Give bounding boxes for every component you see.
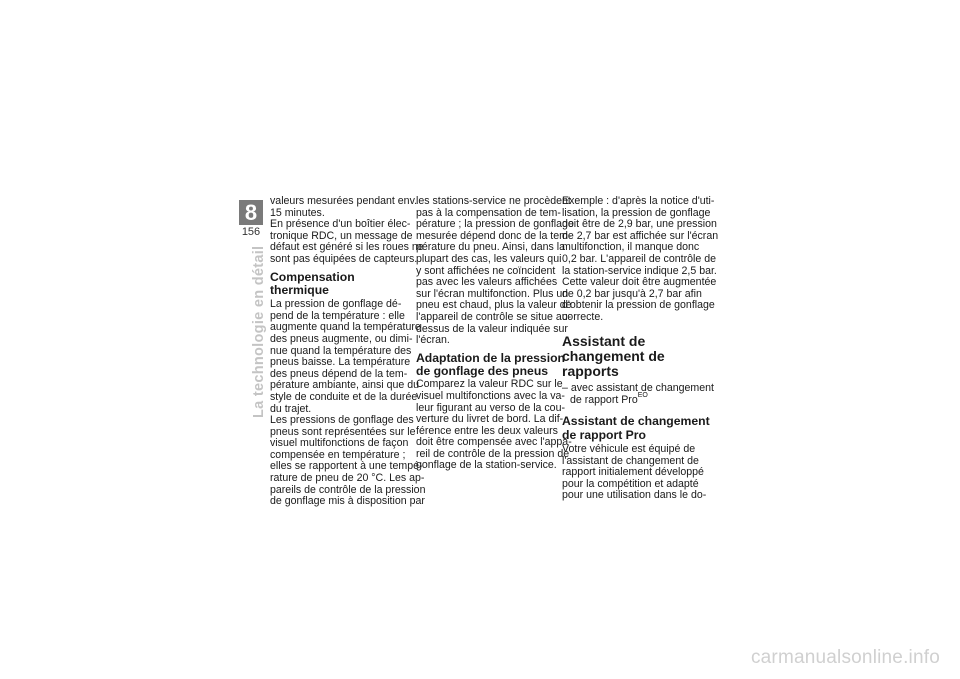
- chapter-number-badge: 8: [239, 200, 263, 225]
- text-line: l'écran.: [416, 334, 450, 347]
- paragraph: [562, 195, 719, 324]
- text-line: pérature ambiante, ainsi que du: [270, 379, 420, 392]
- text-line: de gonflage des pneus: [416, 364, 549, 379]
- text-line: sont pas équipées de capteurs.: [270, 252, 418, 265]
- text-line: l'appareil de contrôle se situe au-: [416, 310, 572, 323]
- bullet-text: de rapport Pro: [570, 393, 638, 406]
- text-line: lisation, la pression de gonflage: [562, 206, 711, 219]
- text-line: Assistant de: [562, 332, 646, 349]
- text-line: leur figurant au verso de la cou-: [416, 401, 565, 414]
- text-line: multifonction, il manque donc: [562, 241, 700, 254]
- text-line: pas avec les valeurs affichées: [416, 276, 558, 289]
- text-line: Adaptation de la pression: [416, 350, 565, 365]
- text-line: style de conduite et de la durée: [270, 390, 418, 403]
- text-line: les stations-service ne procèdent: [416, 195, 571, 207]
- paragraph: [562, 442, 707, 502]
- text-column-3: [562, 195, 719, 502]
- text-line: du trajet.: [270, 402, 312, 415]
- text-line: pas à la compensation de tem-: [416, 206, 561, 219]
- text-line: la station-service indique 2,5 bar.: [562, 264, 717, 277]
- bullet-item: [562, 382, 714, 406]
- section-heading: [562, 334, 699, 380]
- text-line: d'obtenir la pression de gonflage: [562, 299, 715, 312]
- text-line: Assistant de changement: [562, 414, 710, 429]
- text-line: des pneus augmente, ou dimi-: [270, 332, 413, 345]
- text-line: y sont affichées ne coïncident: [416, 264, 556, 277]
- text-line: pérature du pneu. Ainsi, dans la: [416, 241, 566, 254]
- text-line: augmente quand la température: [270, 321, 421, 334]
- text-line: doit être compensée avec l'appa-: [416, 436, 572, 449]
- text-line: Votre véhicule est équipé de: [562, 442, 696, 455]
- text-line: rature de pneu de 20 °C. Les ap-: [270, 472, 425, 485]
- text-line: défaut est généré si les roues ne: [270, 241, 424, 254]
- paragraph: [270, 298, 426, 508]
- text-line: 0,2 bar. L'appareil de contrôle de: [562, 252, 716, 265]
- text-line: de gonflage mis à disposition par: [270, 495, 425, 508]
- section-heading: Compensation thermique: [270, 269, 355, 297]
- text-line: tronique RDC, un message de: [270, 229, 413, 242]
- text-line: 15 minutes.: [270, 206, 325, 219]
- text-line: pour la compétition et adapté: [562, 477, 699, 490]
- paragraph: [270, 195, 424, 266]
- text-line: férence entre les deux valeurs: [416, 424, 558, 437]
- text-line: rapport initialement développé: [562, 466, 704, 479]
- text-line: changement de: [562, 347, 665, 364]
- text-line: sur l'écran multifonction. Plus un: [416, 287, 569, 300]
- section-heading: [416, 350, 565, 379]
- text-line: l'assistant de changement de: [562, 454, 699, 467]
- text-line: pérature ; la pression de gonflage: [416, 218, 574, 231]
- text-line: rapports: [562, 362, 619, 379]
- text-line: En présence d'un boîtier élec-: [270, 218, 411, 231]
- text-column-1: [270, 195, 426, 508]
- text-line: plupart des cas, les valeurs qui: [416, 252, 562, 265]
- text-line: de 2,7 bar est affichée sur l'écran: [562, 229, 719, 242]
- text-line: pareils de contrôle de la pression: [270, 483, 426, 496]
- text-line: correcte.: [562, 310, 604, 323]
- text-line: verture du livret de bord. La dif-: [416, 413, 564, 426]
- paragraph: [416, 195, 574, 347]
- text-line: dessus de la valeur indiquée sur: [416, 322, 568, 335]
- text-line: Exemple : d'après la notice d'uti-: [562, 195, 715, 207]
- page-number: 156: [241, 226, 261, 238]
- text-line: elles se rapportent à une tempé-: [270, 460, 423, 473]
- bullet-dash: –: [562, 382, 568, 395]
- text-line: valeurs mesurées pendant env.: [270, 195, 418, 207]
- text-line: gonflage de la station-service.: [416, 459, 557, 472]
- text-line: pneus sont représentées sur le: [270, 425, 416, 438]
- watermark: carmanualsonline.info: [750, 647, 940, 668]
- text-line: pour une utilisation dans le do-: [562, 489, 707, 502]
- text-line: Cette valeur doit être augmentée: [562, 276, 717, 289]
- text-line: Les pressions de gonflage des: [270, 414, 414, 427]
- chapter-side-title: La technologie en détail: [251, 245, 267, 418]
- text-line: de rapport Pro: [562, 427, 646, 442]
- text-line: doit être de 2,9 bar, une pression: [562, 218, 717, 231]
- option-superscript: EO: [637, 392, 648, 400]
- text-line: visuel multifonctions avec la va-: [416, 389, 565, 402]
- text-line: nue quand la température des: [270, 344, 412, 357]
- text-line: pneus baisse. La température: [270, 356, 411, 369]
- text-column-2: [416, 195, 574, 472]
- section-heading: [562, 414, 710, 442]
- text-line: reil de contrôle de la pression de: [416, 447, 570, 460]
- text-line: compensée en température ;: [270, 448, 406, 461]
- bullet-text: avec assistant de changement: [570, 382, 714, 395]
- text-line: Comparez la valeur RDC sur le: [416, 378, 563, 391]
- text-line: de 0,2 bar jusqu'à 2,7 bar afin: [562, 287, 702, 300]
- text-line: La pression de gonflage dé-: [270, 298, 402, 311]
- text-line: visuel multifonctions de façon: [270, 437, 409, 450]
- text-line: des pneus dépend de la tem-: [270, 367, 408, 380]
- text-line: pend de la température : elle: [270, 309, 405, 322]
- paragraph: [416, 378, 572, 472]
- text-line: pneu est chaud, plus la valeur de: [416, 299, 572, 312]
- text-line: mesurée dépend donc de la tem-: [416, 229, 572, 242]
